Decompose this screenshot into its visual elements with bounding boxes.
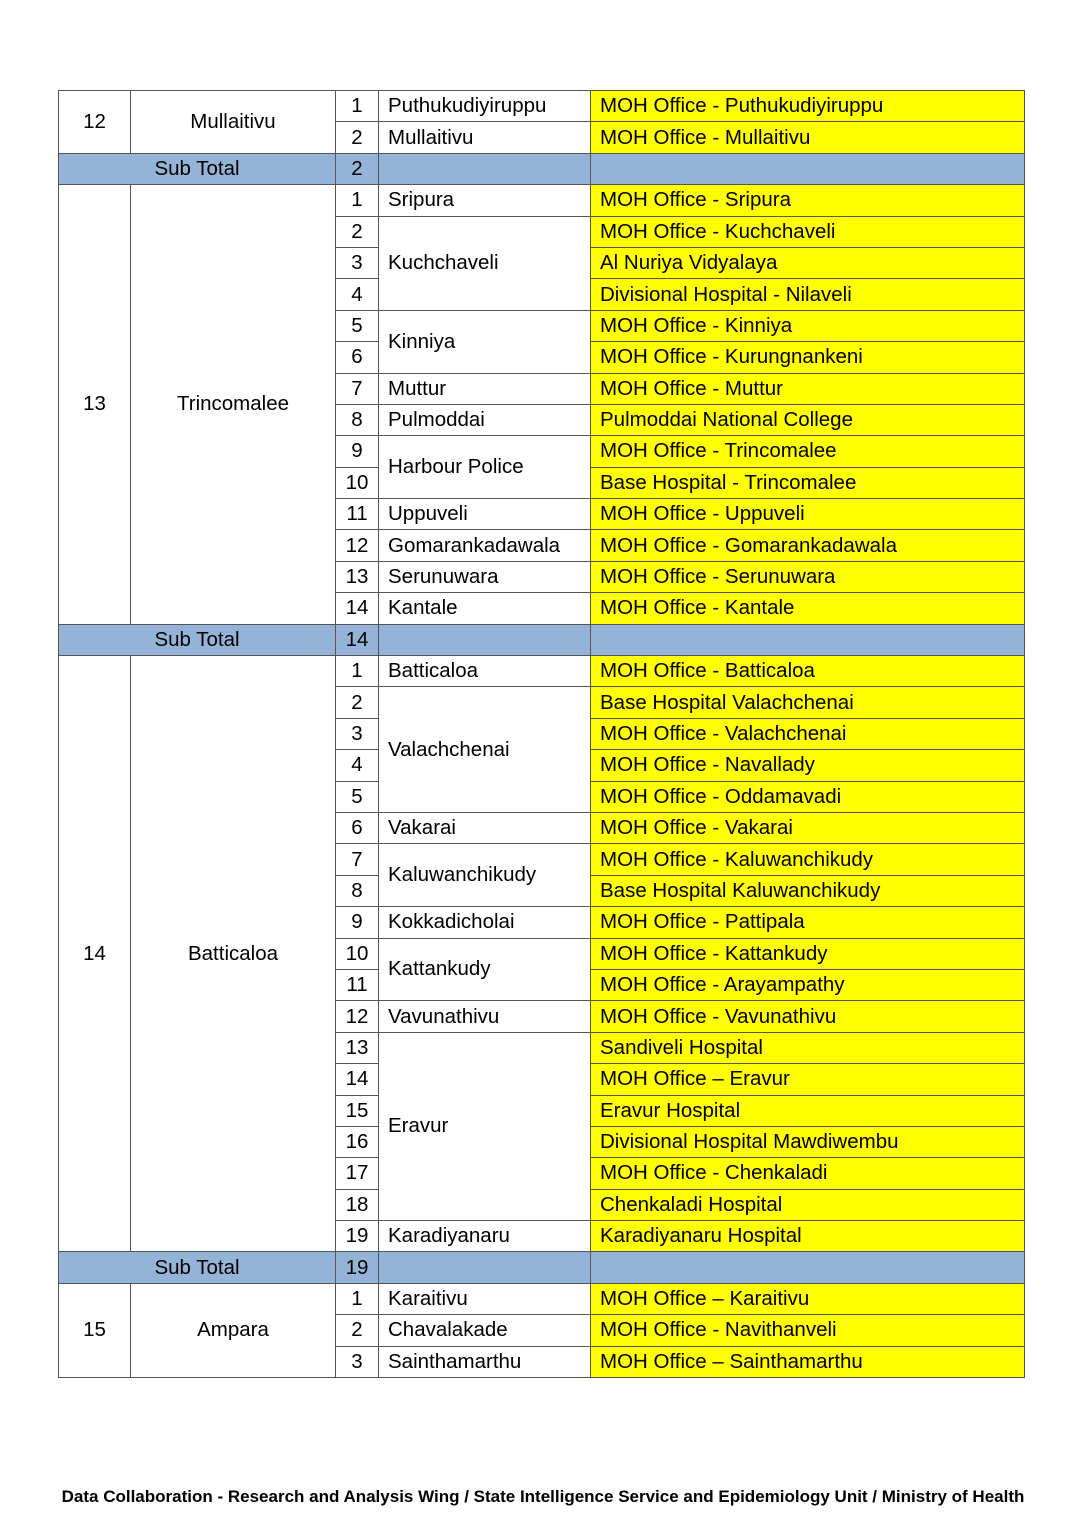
- center-location: MOH Office - Puthukudiyiruppu: [591, 91, 1025, 122]
- row-number: 1: [336, 185, 379, 216]
- center-location: Base Hospital Valachchenai: [591, 687, 1025, 718]
- subtotal-empty: [379, 153, 591, 184]
- subtotal-value: 19: [336, 1252, 379, 1283]
- footer-credit: Data Collaboration - Research and Analysis Wing / State Intelligence Service and Epidemiology Unit / Ministry of Health: [61, 1487, 1025, 1506]
- area-name: Kaluwanchikudy: [379, 844, 591, 907]
- table-row: [59, 185, 1025, 216]
- area-name: Karadiyanaru: [379, 1221, 591, 1252]
- row-number: 2: [336, 216, 379, 247]
- area-name: Valachchenai: [379, 687, 591, 813]
- area-name: Kattankudy: [379, 938, 591, 1001]
- row-number: 1: [336, 91, 379, 122]
- center-location: Divisional Hospital - Nilaveli: [591, 279, 1025, 310]
- row-number: 2: [336, 687, 379, 718]
- area-name: Pulmoddai: [379, 404, 591, 435]
- district-name: Batticaloa: [131, 656, 336, 1252]
- row-number: 13: [336, 561, 379, 592]
- row-number: 11: [336, 499, 379, 530]
- center-location: MOH Office - Oddamavadi: [591, 781, 1025, 812]
- center-location: MOH Office - Valachchenai: [591, 718, 1025, 749]
- row-number: 2: [336, 122, 379, 153]
- center-location: Eravur Hospital: [591, 1095, 1025, 1126]
- area-name: Batticaloa: [379, 656, 591, 687]
- center-location: MOH Office – Eravur: [591, 1064, 1025, 1095]
- area-name: Vavunathivu: [379, 1001, 591, 1032]
- table-row: [59, 1283, 1025, 1314]
- center-location: MOH Office - Arayampathy: [591, 969, 1025, 1000]
- row-number: 3: [336, 247, 379, 278]
- row-number: 3: [336, 718, 379, 749]
- row-number: 1: [336, 1283, 379, 1314]
- subtotal-label: Sub Total: [59, 1252, 336, 1283]
- subtotal-value: 2: [336, 153, 379, 184]
- center-location: MOH Office - Vakarai: [591, 812, 1025, 843]
- row-number: 15: [336, 1095, 379, 1126]
- area-name: Eravur: [379, 1032, 591, 1220]
- row-number: 10: [336, 938, 379, 969]
- center-location: MOH Office - Sripura: [591, 185, 1025, 216]
- center-location: MOH Office - Pattipala: [591, 907, 1025, 938]
- subtotal-row: [59, 624, 1025, 655]
- center-location: MOH Office - Kurungnankeni: [591, 342, 1025, 373]
- area-name: Puthukudiyiruppu: [379, 91, 591, 122]
- district-name: Mullaitivu: [131, 91, 336, 154]
- area-name: Muttur: [379, 373, 591, 404]
- center-location: MOH Office - Kantale: [591, 593, 1025, 624]
- area-name: Harbour Police: [379, 436, 591, 499]
- table-row: [59, 656, 1025, 687]
- row-number: 4: [336, 750, 379, 781]
- center-location: Al Nuriya Vidyalaya: [591, 247, 1025, 278]
- row-number: 5: [336, 310, 379, 341]
- table-row: [59, 91, 1025, 122]
- center-location: MOH Office - Uppuveli: [591, 499, 1025, 530]
- vaccination-centers-table: [58, 90, 1025, 1378]
- center-location: MOH Office - Gomarankadawala: [591, 530, 1025, 561]
- row-number: 9: [336, 907, 379, 938]
- center-location: MOH Office - Vavunathivu: [591, 1001, 1025, 1032]
- district-name: Trincomalee: [131, 185, 336, 624]
- subtotal-row: [59, 1252, 1025, 1283]
- subtotal-empty: [591, 153, 1025, 184]
- center-location: MOH Office - Kaluwanchikudy: [591, 844, 1025, 875]
- row-number: 6: [336, 342, 379, 373]
- area-name: Kuchchaveli: [379, 216, 591, 310]
- center-location: MOH Office - Trincomalee: [591, 436, 1025, 467]
- row-number: 14: [336, 593, 379, 624]
- row-number: 6: [336, 812, 379, 843]
- row-number: 2: [336, 1315, 379, 1346]
- row-number: 8: [336, 404, 379, 435]
- center-location: Base Hospital Kaluwanchikudy: [591, 875, 1025, 906]
- area-name: Uppuveli: [379, 499, 591, 530]
- row-number: 19: [336, 1221, 379, 1252]
- district-number: 15: [59, 1283, 131, 1377]
- area-name: Vakarai: [379, 812, 591, 843]
- area-name: Kantale: [379, 593, 591, 624]
- center-location: MOH Office - Kuchchaveli: [591, 216, 1025, 247]
- row-number: 3: [336, 1346, 379, 1377]
- row-number: 17: [336, 1158, 379, 1189]
- center-location: MOH Office – Karaitivu: [591, 1283, 1025, 1314]
- center-location: Sandiveli Hospital: [591, 1032, 1025, 1063]
- row-number: 1: [336, 656, 379, 687]
- area-name: Sainthamarthu: [379, 1346, 591, 1377]
- subtotal-value: 14: [336, 624, 379, 655]
- center-location: MOH Office - Mullaitivu: [591, 122, 1025, 153]
- center-location: MOH Office - Navithanveli: [591, 1315, 1025, 1346]
- center-location: MOH Office - Kattankudy: [591, 938, 1025, 969]
- area-name: Mullaitivu: [379, 122, 591, 153]
- row-number: 10: [336, 467, 379, 498]
- center-location: MOH Office - Serunuwara: [591, 561, 1025, 592]
- center-location: MOH Office - Batticaloa: [591, 656, 1025, 687]
- center-location: Divisional Hospital Mawdiwembu: [591, 1126, 1025, 1157]
- area-name: Kinniya: [379, 310, 591, 373]
- row-number: 13: [336, 1032, 379, 1063]
- subtotal-row: [59, 153, 1025, 184]
- subtotal-label: Sub Total: [59, 624, 336, 655]
- center-location: MOH Office - Navallady: [591, 750, 1025, 781]
- row-number: 7: [336, 373, 379, 404]
- row-number: 7: [336, 844, 379, 875]
- row-number: 12: [336, 530, 379, 561]
- district-number: 14: [59, 656, 131, 1252]
- district-name: Ampara: [131, 1283, 336, 1377]
- center-location: MOH Office - Kinniya: [591, 310, 1025, 341]
- area-name: Serunuwara: [379, 561, 591, 592]
- row-number: 14: [336, 1064, 379, 1095]
- subtotal-label: Sub Total: [59, 153, 336, 184]
- subtotal-empty: [379, 1252, 591, 1283]
- center-location: Chenkaladi Hospital: [591, 1189, 1025, 1220]
- center-location: MOH Office - Chenkaladi: [591, 1158, 1025, 1189]
- center-location: Pulmoddai National College: [591, 404, 1025, 435]
- area-name: Kokkadicholai: [379, 907, 591, 938]
- row-number: 9: [336, 436, 379, 467]
- center-location: Karadiyanaru Hospital: [591, 1221, 1025, 1252]
- area-name: Chavalakade: [379, 1315, 591, 1346]
- area-name: Gomarankadawala: [379, 530, 591, 561]
- row-number: 16: [336, 1126, 379, 1157]
- subtotal-empty: [591, 624, 1025, 655]
- row-number: 11: [336, 969, 379, 1000]
- center-location: MOH Office - Muttur: [591, 373, 1025, 404]
- area-name: Sripura: [379, 185, 591, 216]
- row-number: 12: [336, 1001, 379, 1032]
- row-number: 18: [336, 1189, 379, 1220]
- row-number: 8: [336, 875, 379, 906]
- district-number: 12: [59, 91, 131, 154]
- subtotal-empty: [591, 1252, 1025, 1283]
- area-name: Karaitivu: [379, 1283, 591, 1314]
- subtotal-empty: [379, 624, 591, 655]
- center-location: MOH Office – Sainthamarthu: [591, 1346, 1025, 1377]
- district-number: 13: [59, 185, 131, 624]
- center-location: Base Hospital - Trincomalee: [591, 467, 1025, 498]
- row-number: 4: [336, 279, 379, 310]
- row-number: 5: [336, 781, 379, 812]
